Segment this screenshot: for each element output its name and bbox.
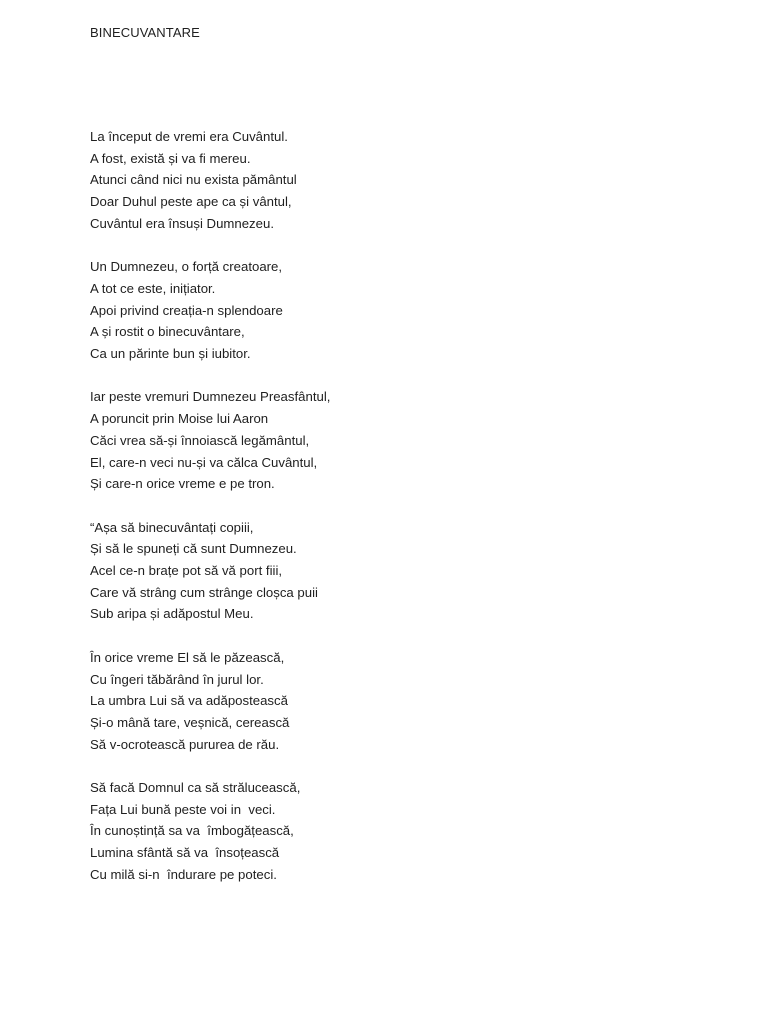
stanza	[90, 256, 690, 365]
poem-line: Să v-ocrotească pururea de rău.	[90, 736, 280, 752]
stanza	[90, 517, 690, 626]
poem-line: Sub aripa și adăpostul Meu.	[90, 606, 254, 622]
stanza	[90, 777, 690, 886]
poem-line: Și care-n orice vreme e pe tron.	[90, 476, 275, 492]
poem-line: Cu milă si-n îndurare pe poteci.	[90, 866, 277, 882]
poem-line: A poruncit prin Moise lui Aaron	[90, 411, 269, 427]
poem-line: Ca un părinte bun și iubitor.	[90, 346, 251, 362]
poem-line: A și rostit o binecuvântare,	[90, 324, 245, 340]
poem-line: Apoi privind creația-n splendoare	[90, 302, 283, 318]
stanza	[90, 386, 690, 495]
poem-line: Cuvântul era însuși Dumnezeu.	[90, 215, 274, 231]
poem-body	[90, 126, 690, 907]
poem-line: Acel ce-n brațe pot să vă port fiii,	[90, 563, 283, 579]
poem-line: Căci vrea să-și înnoiască legământul,	[90, 432, 310, 448]
poem-line: Și-o mână tare, veșnică, cerească	[90, 714, 290, 730]
poem-line: Și să le spuneți că sunt Dumnezeu.	[90, 541, 297, 557]
poem-line: Care vă strâng cum strânge cloșca puii	[90, 584, 318, 600]
poem-line: Fața Lui bună peste voi in veci.	[90, 801, 276, 817]
document-title: BINECUVANTARE	[90, 25, 200, 40]
poem-line: Atunci când nici nu exista pământul	[90, 172, 297, 188]
poem-line: În orice vreme El să le păzească,	[90, 649, 285, 665]
poem-line: Un Dumnezeu, o forță creatoare,	[90, 259, 283, 275]
poem-line: Să facă Domnul ca să strălucească,	[90, 780, 301, 796]
poem-line: La început de vremi era Cuvântul.	[90, 129, 288, 144]
poem-line: Iar peste vremuri Dumnezeu Preasfântul,	[90, 389, 331, 405]
poem-line: El, care-n veci nu-și va călca Cuvântul,	[90, 454, 318, 470]
poem-line: În cunoștință sa va îmbogățească,	[90, 823, 294, 839]
poem-line: A tot ce este, inițiator.	[90, 280, 216, 296]
stanza	[90, 126, 690, 235]
poem-line: Lumina sfântă să va însoțească	[90, 845, 280, 861]
poem-line: Cu îngeri tăbărând în jurul lor.	[90, 671, 264, 687]
poem-line: A fost, există și va fi mereu.	[90, 150, 251, 166]
stanza	[90, 647, 690, 756]
poem-line: La umbra Lui să va adăpostească	[90, 693, 288, 709]
poem-line: “Așa să binecuvântați copiii,	[90, 519, 254, 535]
poem-line: Doar Duhul peste ape ca și vântul,	[90, 194, 292, 210]
